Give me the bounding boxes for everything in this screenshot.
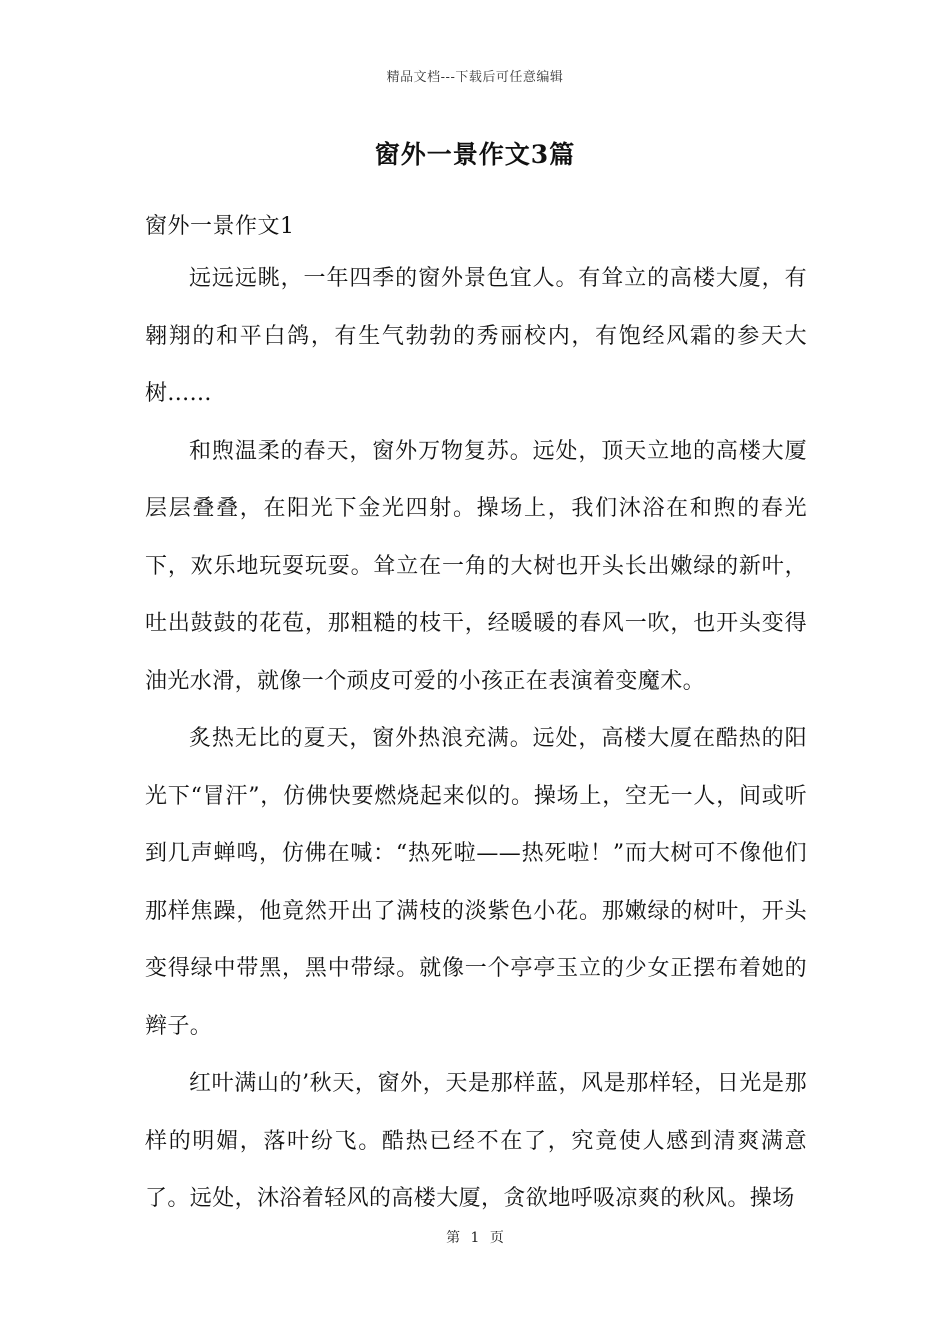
document-title: 窗外一景作文3篇 bbox=[374, 140, 576, 169]
paragraph-intro: 远远远眺，一年四季的窗外景色宜人。有耸立的高楼大厦，有翱翔的和平白鸽，有生气勃勃的秀丽校内，有饱经风霜的参天大树...... bbox=[145, 266, 807, 406]
document-body bbox=[145, 250, 807, 1228]
paragraph-autumn: 红叶满山的’秋天，窗外，天是那样蓝，风是那样轻，日光是那样的明媚，落叶纷飞。酷热已经不在了，究竟使人感到清爽满意了。远处，沐浴着轻风的高楼大厦，贪欲地呼吸凉爽的秋风。操场 bbox=[145, 1071, 807, 1211]
paragraph-summer: 炙热无比的夏天，窗外热浪充满。远处，高楼大厦在酷热的阳光下“冒汗”，仿佛快要燃烧起来似的。操场上，空无一人，间或听到几声蝉鸣，仿佛在喊：“热死啦——热死啦！”而大树可不像他们那样焦躁，他竟然开出了满枝的淡紫色小花。那嫩绿的树叶，开头变得绿中带黑，黑中带绿。就像一个亭亭玉立的少女正摆布着她的辫子。 bbox=[145, 726, 807, 1039]
page-number: 第 1 页 bbox=[446, 1230, 504, 1246]
header-note: 精品文档---下载后可任意编辑 bbox=[386, 70, 564, 85]
paragraph-spring: 和煦温柔的春天，窗外万物复苏。远处，顶天立地的高楼大厦层层叠叠，在阳光下金光四射。操场上，我们沐浴在和煦的春光下，欢乐地玩耍玩耍。耸立在一角的大树也开头长出嫩绿的新叶，吐出鼓鼓的花苞，那粗糙的枝干，经暖暖的春风一吹，也开头变得油光水滑，就像一个顽皮可爱的小孩正在表演着变魔术。 bbox=[145, 438, 807, 694]
section-title: 窗外一景作文1 bbox=[145, 214, 295, 239]
